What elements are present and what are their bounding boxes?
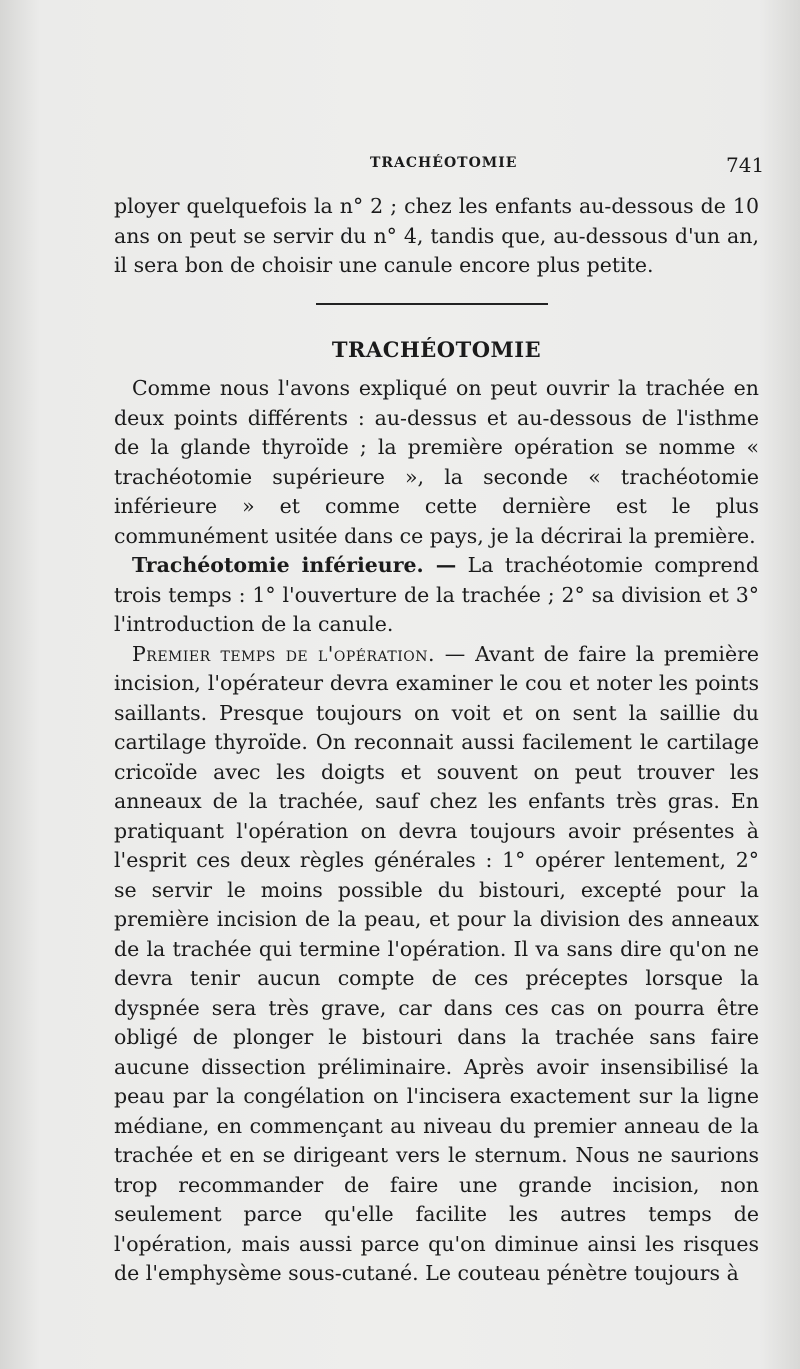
page-body: [114, 192, 759, 1289]
subsection-paragraph: [114, 551, 759, 640]
running-title: TRACHÉOTOMIE: [370, 155, 518, 171]
step-text: Avant de faire la première incision, l'opérateur devra examiner le cou et noter les points saillants. Presque toujours on voit et on sent la saillie du cartilage thyroïde. On reconnait aussi facilement le cartilage cricoïde avec les doigts et souvent on peut trouver les anneaux de la trachée, sauf chez les enfants très gras. En pratiquant l'opération on devra toujours avoir présentes à l'esprit ces deux règles générales : 1° opérer lentement, 2° se servir le moins possible du bistouri, excepté pour la première incision de la peau, et pour la division des anneaux de la trachée qui termine l'opération. Il va sans dire qu'on ne devra tenir aucun compte de ces préceptes lorsque la dyspnée sera très grave, car dans ces cas on pourra être obligé de plonger le bistouri dans la trachée sans faire aucune dissection préliminaire. Après avoir insensibilisé la peau par la congélation on l'incisera exactement sur la ligne médiane, en commençant au niveau du premier anneau de la trachée et en se dirigeant vers le sternum. Nous ne saurions trop recommander de faire une grande incision, non seulement parce qu'elle facilite les autres temps de l'opération, mais aussi parce qu'on diminue ainsi les risques de l'emphysème sous-cutané. Le couteau pénètre toujours à: [114, 641, 760, 1285]
section-divider: [316, 303, 548, 305]
page-header: [0, 153, 800, 179]
step-paragraph: [114, 640, 759, 1289]
subsection-heading: Trachéotomie inférieure. —: [132, 553, 457, 577]
page-number: 741: [726, 153, 765, 177]
continuation-paragraph: ployer quelquefois la n° 2 ; chez les enfants au-dessous de 10 ans on peut se servir du n° 4, tandis que, au-dessous d'un an, il sera bon de choisir une canule encore plus petite.: [114, 194, 759, 277]
step-heading: Premier temps de l'opération. —: [132, 641, 466, 666]
subsection-text: La trachéotomie comprend trois temps : 1° l'ouverture de la trachée ; 2° sa division et 3° l'introduction de la canule.: [114, 553, 759, 636]
section-title: TRACHÉOTOMIE: [331, 336, 542, 362]
intro-paragraph: Comme nous l'avons expliqué on peut ouvrir la trachée en deux points différents : au-dessus et au-dessous de l'isthme de la glande thyroïde ; la première opération se nomme « trachéotomie supérieure », la seconde « trachéotomie inférieure » et comme cette dernière est le plus communément usitée dans ce pays, je la décrirai la première.: [114, 376, 759, 548]
